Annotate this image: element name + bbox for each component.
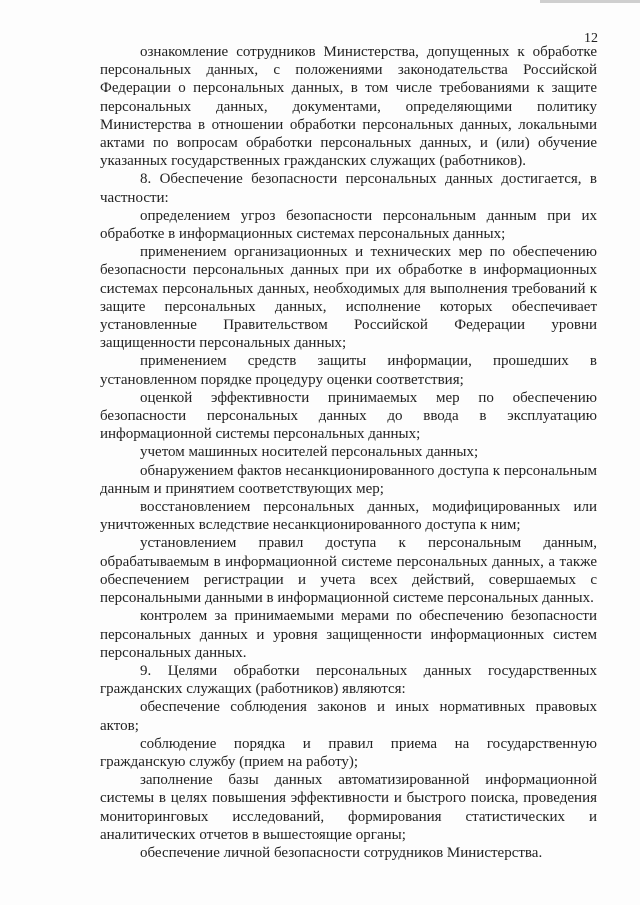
paragraph-section-9: 9. Целями обработки персональных данных государственных гражданских служащих (работников) являются: (100, 662, 597, 698)
paragraph-media-accounting: учетом машинных носителей персональных данных; (140, 444, 479, 461)
paragraph-database-filling: заполнение базы данных автоматизированной информационной системы в целях повышения эффективности и быстрого поиска, проведения мониторинговых исследований, формирования статистических и аналитических отчетов в вышестоящие органы; (100, 772, 597, 843)
paragraph-control-measures: контролем за принимаемыми мерами по обеспечению безопасности персональных данных и уровня защищенности информационных систем персональных данных. (100, 608, 597, 661)
page-number: 12 (584, 31, 598, 46)
paragraph-familiarization: ознакомление сотрудников Министерства, допущенных к обработке персональных данных, с положениями законодательства Российской Федерации о персональных данных, в том числе требованиями к защите персональных данных, документами, определяющими политику Министерства в отношении обработки персональных данных, локальными актами по вопросам обработки персональных данных, и (или) обучение указанных государственных гражданских служащих (работников). (100, 44, 597, 170)
paragraph-unauthorized-access-detection: обнаружением фактов несанкционированного доступа к персональным данным и принятием соответствующих мер; (100, 462, 597, 497)
paragraph-section-8: 8. Обеспечение безопасности персональных данных достигается, в частности: (100, 171, 597, 206)
paragraph-threat-identification: определением угроз безопасности персональным данным при их обработке в информационных системах персональных данных; (100, 207, 597, 243)
paragraph-protection-tools: применением средств защиты информации, прошедших в установленном порядке процедуру оценки соответствия; (100, 353, 597, 388)
paragraph-data-recovery: восстановлением персональных данных, модифицированных или уничтоженных вследствие несанкционированного доступа к ним; (100, 499, 597, 534)
paragraph-organizational-measures: применением организационных и технических мер по обеспечению безопасности персональных данных при их обработке в информационных системах персональных данных, необходимых для выполнения требований к защите персональных данных, исполнение которых обеспечивает установленные Правительством Российской Федерации уровни защищенности персональных данных; (100, 244, 597, 352)
paragraph-access-rules: установлением правил доступа к персональным данным, обрабатываемым в информационной системе персональных данных, а также обеспечением регистрации и учета всех действий, совершаемых с персональными данными в информационной системе персональных данных. (100, 535, 597, 607)
paragraph-hiring-rules: соблюдение порядка и правил приема на государственную гражданскую службу (прием на работу); (100, 735, 597, 770)
paragraph-law-compliance: обеспечение соблюдения законов и иных нормативных правовых актов; (100, 699, 597, 734)
scan-edge-mark (540, 0, 640, 3)
document-body (100, 43, 597, 862)
paragraph-personal-security: обеспечение личной безопасности сотрудников Министерства. (140, 844, 543, 861)
paragraph-effectiveness-assessment: оценкой эффективности принимаемых мер по обеспечению безопасности персональных данных до ввода в эксплуатацию информационной системы персональных данных; (100, 389, 597, 443)
